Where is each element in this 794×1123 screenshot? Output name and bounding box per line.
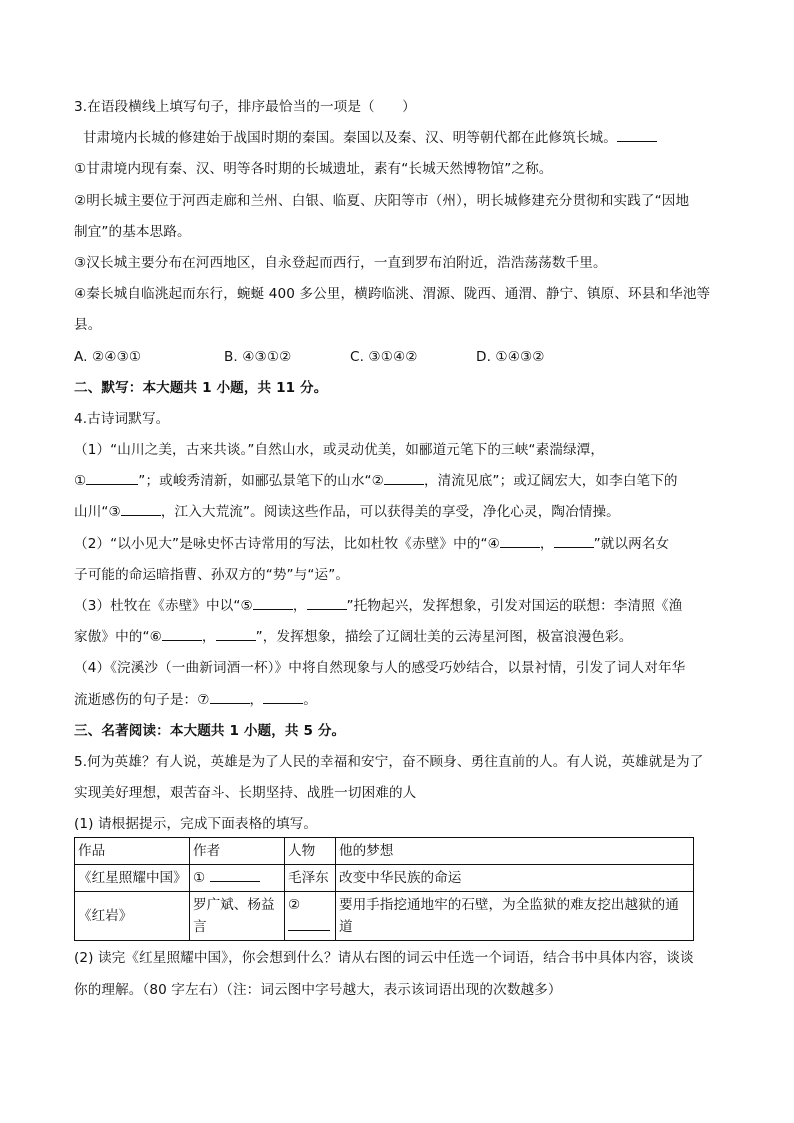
table-cell-work: 《红星照耀中国》 — [75, 865, 190, 892]
q5-sub-2-line-2: 你的理解。（80 字左右）（注：词云图中字号越大，表示该词语出现的次数越多） — [74, 981, 562, 998]
q4-p3-comma-2: ， — [201, 629, 216, 646]
answer-blank-5b[interactable] — [307, 595, 347, 610]
q4-p3-text-d: ”，发挥想象，描绘了辽阔壮美的云涛星河图，极富浪漫色彩。 — [255, 629, 633, 646]
q3-passage — [74, 127, 724, 149]
q4-p3-text-a: （3）杜牧在《赤壁》中以“⑤ — [74, 598, 253, 614]
q3-option-a[interactable]: A. ②④③① — [74, 348, 142, 365]
table-cell-author[interactable] — [190, 865, 285, 892]
answer-blank-6b[interactable] — [216, 626, 256, 641]
answer-blank-7b[interactable] — [263, 689, 303, 704]
q4-p2-text-b: ”就以两名女 — [593, 535, 670, 552]
q5-stem-line-2: 实现美好理想，艰苦奋斗、长期坚持、战胜一切困难的人 — [74, 785, 417, 802]
q3-sentence-4-line-1: ④秦长城自临洮起而东行，蜿蜒 400 多公里，横跨临洮、渭源、陇西、通渭、静宁、镇原、环县和华池等 — [74, 286, 711, 303]
q4-p4-line-1: （4）《浣溪沙（一曲新词酒一杯）》中将自然现象与人的感受巧妙结合，以景衬情，引发了词人对年华 — [74, 660, 686, 677]
answer-blank-2[interactable] — [384, 470, 424, 485]
q4-p2-line-2: 子可能的命运暗指曹、孙双方的“势”与“运”。 — [74, 566, 350, 583]
q4-p1-line-1: （1）“山川之美，古来共谈。”自然山水，或灵动优美，如郦道元笔下的三峡“素湍绿潭， — [74, 442, 605, 459]
q5-stem-line-1: 5.何为英雄？有人说，英雄是为了人民的幸福和安宁，奋不顾身、勇往直前的人。有人说，英雄就是为了 — [74, 753, 704, 770]
q4-title: 4.古诗词默写。 — [74, 410, 170, 427]
answer-blank-4b[interactable] — [554, 533, 594, 548]
q4-p1-text-d: ，江入大荒流”。阅读这些作品，可以获得美的享受，净化心灵，陶冶情操。 — [160, 504, 620, 521]
table-header-row — [75, 838, 694, 865]
table-header-author: 作者 — [190, 838, 285, 865]
q4-p4-text-a: 流逝感伤的句子是：⑦ — [74, 691, 210, 708]
table-header-work: 作品 — [75, 838, 190, 865]
table-row — [75, 865, 694, 892]
answer-blank-7a[interactable] — [210, 689, 250, 704]
q4-p4-comma: ， — [249, 691, 264, 708]
table-cell-person[interactable] — [285, 892, 336, 941]
table-cell-person: 毛泽东 — [285, 865, 336, 892]
person-answer-blank[interactable] — [288, 916, 330, 931]
table-cell-work: 《红岩》 — [75, 892, 190, 941]
q4-p4-line-2 — [74, 689, 724, 711]
q3-stem: 3.在语段横线上填写句子，排序最恰当的一项是（ ） — [74, 99, 416, 115]
q3-option-d[interactable]: D. ①④③② — [476, 348, 545, 365]
answer-blank-1[interactable] — [86, 470, 138, 485]
q4-p1-line-2 — [74, 470, 724, 492]
q3-sentence-3: ③汉长城主要分布在河西地区，自永登起而西行，一直到罗布泊附近，浩浩荡荡数千里。 — [74, 254, 607, 271]
section-3-heading: 三、名著阅读：本大题共 1 小题，共 5 分。 — [74, 722, 346, 739]
table-cell-author: 罗广斌、杨益言 — [190, 892, 285, 941]
q3-sentence-1: ①甘肃境内现有秦、汉、明等各时期的长城遗址，素有“长城天然博物馆”之称。 — [74, 161, 553, 178]
q3-options — [74, 346, 724, 368]
q3-sentence-4-line-2: 县。 — [74, 317, 102, 334]
answer-blank-4a[interactable] — [500, 533, 540, 548]
q5-table — [74, 837, 694, 941]
table-header-person: 人物 — [285, 838, 336, 865]
q4-p3-line-2 — [74, 626, 724, 648]
q3-option-b[interactable]: B. ④③①② — [224, 348, 292, 365]
q4-p1-text-a: ”；或峻秀清新，如郦弘景笔下的山水“② — [138, 473, 384, 490]
blank-label-1: ① — [74, 473, 87, 490]
table-row — [75, 892, 694, 941]
q5-sub-2-line-1: (2) 读完《红星照耀中国》，你会想到什么？请从右图的词云中任选一个词语，结合书中具体内容，谈谈 — [74, 950, 694, 967]
author-answer-blank[interactable] — [210, 867, 260, 882]
q4-p1-text-b: ，清流见底”；或辽阔宏大，如李白笔下的 — [423, 473, 678, 490]
answer-blank-3[interactable] — [121, 501, 161, 516]
table-cell-dream: 改变中华民族的命运 — [336, 865, 694, 892]
q4-p4-period: 。 — [303, 691, 317, 708]
q4-p1-line-3 — [74, 501, 724, 523]
q3-sentence-2-line-1: ②明长城主要位于河西走廊和兰州、白银、临夏、庆阳等市（州），明长城修建充分贯彻和实践了“因地 — [74, 192, 690, 209]
q3-sentence-2-line-2: 制宜”的基本思路。 — [74, 223, 191, 240]
q4-p3-text-c: 家傲》中的“⑥ — [74, 629, 162, 646]
q4-p1-text-c: 山川“③ — [74, 504, 121, 521]
answer-blank-5a[interactable] — [253, 595, 293, 610]
exam-page — [74, 96, 724, 1010]
q4-p2-text-a: （2）“以小见大”是咏史怀古诗常用的写法，比如杜牧《赤壁》中的“④ — [74, 535, 500, 552]
q4-p3-text-b: ”托物起兴，发挥想象，引发对国运的联想：李清照《渔 — [346, 598, 683, 614]
q4-p3-line-1 — [74, 595, 724, 617]
blank-label: ① — [193, 870, 206, 887]
section-2-heading: 二、默写：本大题共 1 小题，共 11 分。 — [74, 379, 328, 396]
table-header-dream: 他的梦想 — [336, 838, 694, 865]
q3-passage-text: 甘肃境内长城的修建始于战国时期的秦国。秦国以及秦、汉、明等朝代都在此修筑长城。 — [82, 130, 617, 147]
answer-blank-6a[interactable] — [162, 626, 202, 641]
q4-p3-comma: ， — [292, 598, 307, 614]
blank-label: ② — [288, 897, 301, 914]
q3-answer-blank[interactable] — [617, 127, 657, 142]
table-cell-dream: 要用手指挖通地牢的石壁，为全监狱的难友挖出越狱的通道 — [336, 892, 694, 941]
q3-option-c[interactable]: C. ③①④② — [350, 348, 418, 365]
q4-p2-line-1 — [74, 533, 724, 555]
q4-p2-comma: ， — [539, 535, 554, 552]
q5-sub-1: (1) 请根据提示，完成下面表格的填写。 — [74, 816, 318, 833]
